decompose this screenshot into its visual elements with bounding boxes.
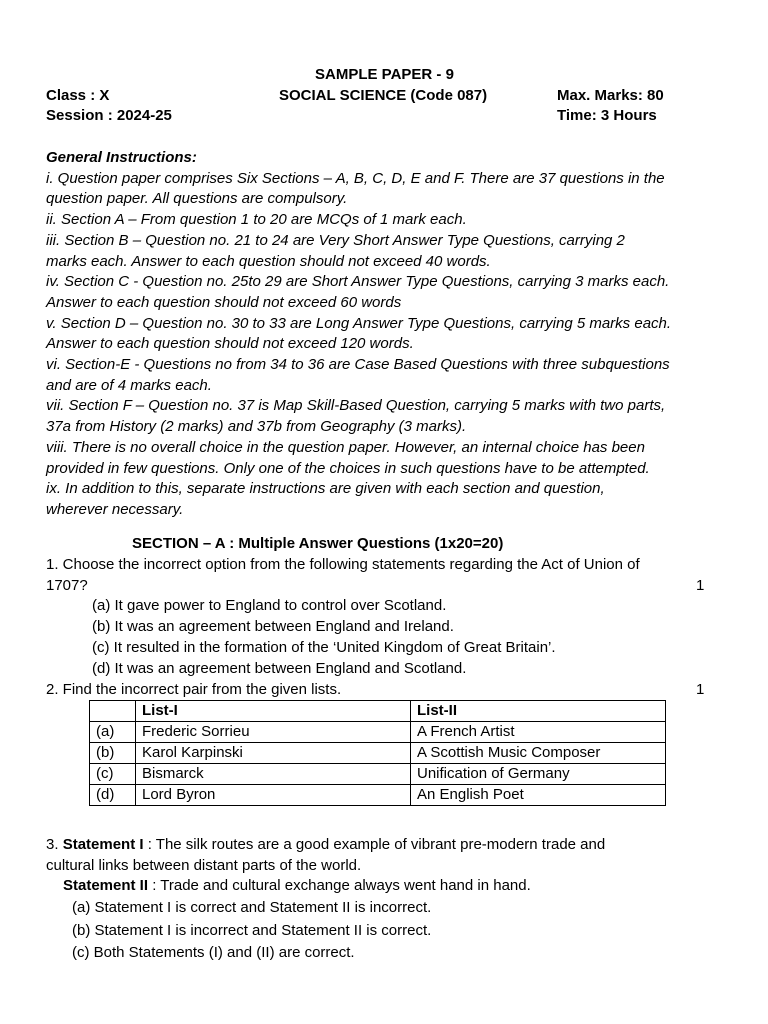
table-cell: Frederic Sorrieu xyxy=(136,722,411,743)
table-cell: An English Poet xyxy=(411,785,666,806)
q3-option-a: (a) Statement I is correct and Statement II is incorrect. xyxy=(72,899,432,916)
q3-number: 3. xyxy=(46,836,63,853)
q1-option-d: (d) It was an agreement between England and Scotland. xyxy=(92,660,467,677)
table-header-row xyxy=(90,701,666,722)
instruction-line: and are of 4 marks each. xyxy=(46,376,212,394)
table-row xyxy=(90,785,666,806)
instruction-line: 37a from History (2 marks) and 37b from Geography (3 marks). xyxy=(46,418,467,436)
q3-statement-1-cont: cultural links between distant parts of the world. xyxy=(46,857,362,874)
q3-option-b: (b) Statement I is incorrect and Statement II is correct. xyxy=(72,922,432,939)
instruction-line: iv. Section C - Question no. 25to 29 are Short Answer Type Questions, carrying 3 marks each. xyxy=(46,273,670,291)
max-marks-label: Max. Marks: 80 xyxy=(557,87,664,104)
instruction-line: ii. Section A – From question 1 to 20 are MCQs of 1 mark each. xyxy=(46,211,467,229)
instruction-line: ix. In addition to this, separate instructions are given with each section and question, xyxy=(46,480,605,498)
instruction-line: Answer to each question should not exceed 120 words. xyxy=(46,335,414,353)
table-cell: (c) xyxy=(90,764,136,785)
q3-statement-2-label: Statement II xyxy=(63,877,149,894)
table-cell: A French Artist xyxy=(411,722,666,743)
q1-option-a: (a) It gave power to England to control over Scotland. xyxy=(92,597,447,614)
q3-statement-2-text: : Trade and cultural exchange always went hand in hand. xyxy=(148,877,531,894)
table-cell: Karol Karpinski xyxy=(136,743,411,764)
instruction-line: Answer to each question should not exceed 60 words xyxy=(46,293,402,311)
instruction-line: iii. Section B – Question no. 21 to 24 are Very Short Answer Type Questions, carrying 2 xyxy=(46,231,625,249)
q1-text: 1. Choose the incorrect option from the following statements regarding the Act of Union of xyxy=(46,556,640,573)
q3-statement-1-text: : The silk routes are a good example of vibrant pre-modern trade and xyxy=(143,836,606,853)
instruction-line: vii. Section F – Question no. 37 is Map Skill-Based Question, carrying 5 marks with two parts, xyxy=(46,397,666,415)
subject-label: SOCIAL SCIENCE (Code 087) xyxy=(279,87,488,104)
class-label: Class : X xyxy=(46,87,110,104)
instruction-line: i. Question paper comprises Six Sections – A, B, C, D, E and F. There are 37 questions in the xyxy=(46,169,665,187)
q1-text-cont: 1707? xyxy=(46,577,88,594)
instruction-line: v. Section D – Question no. 30 to 33 are Long Answer Type Questions, carrying 5 marks each. xyxy=(46,314,672,332)
section-a-heading: SECTION – A : Multiple Answer Questions (1x20=20) xyxy=(132,535,504,552)
q2-match-table xyxy=(89,700,666,806)
q1-option-b: (b) It was an agreement between England and Ireland. xyxy=(92,618,454,635)
table-cell: (b) xyxy=(90,743,136,764)
table-cell: (a) xyxy=(90,722,136,743)
table-cell: Unification of Germany xyxy=(411,764,666,785)
table-row xyxy=(90,743,666,764)
instruction-line: provided in few questions. Only one of the choices in such questions have to be attempted. xyxy=(46,459,650,477)
q3-statement-1-label: Statement I xyxy=(62,836,144,853)
q1-marks: 1 xyxy=(696,577,705,594)
paper-title: SAMPLE PAPER - 9 xyxy=(315,66,454,83)
q3-option-c: (c) Both Statements (I) and (II) are correct. xyxy=(72,944,355,961)
time-label: Time: 3 Hours xyxy=(557,107,657,124)
q3-statement-1 xyxy=(46,835,605,855)
table-header-cell: List-I xyxy=(136,701,411,722)
table-row xyxy=(90,722,666,743)
q2-marks: 1 xyxy=(696,681,705,698)
q2-text: 2. Find the incorrect pair from the given lists. xyxy=(46,681,342,698)
q3-statement-2 xyxy=(63,876,531,896)
table-cell: A Scottish Music Composer xyxy=(411,743,666,764)
instruction-line: vi. Section-E - Questions no from 34 to 36 are Case Based Questions with three subquestions xyxy=(46,356,670,374)
session-label: Session : 2024-25 xyxy=(46,107,172,124)
instruction-line: wherever necessary. xyxy=(46,500,184,518)
table-header-cell xyxy=(90,701,136,722)
table-cell: Bismarck xyxy=(136,764,411,785)
instruction-line: marks each. Answer to each question should not exceed 40 words. xyxy=(46,252,491,270)
table-header-cell: List-II xyxy=(411,701,666,722)
instructions-heading: General Instructions: xyxy=(46,149,197,166)
table-cell: (d) xyxy=(90,785,136,806)
table-row xyxy=(90,764,666,785)
instruction-line: question paper. All questions are compulsory. xyxy=(46,190,348,208)
table-cell: Lord Byron xyxy=(136,785,411,806)
instruction-line: viii. There is no overall choice in the question paper. However, an internal choice has been xyxy=(46,438,645,456)
q1-option-c: (c) It resulted in the formation of the ‘United Kingdom of Great Britain’. xyxy=(92,639,556,656)
general-instructions xyxy=(46,148,736,521)
